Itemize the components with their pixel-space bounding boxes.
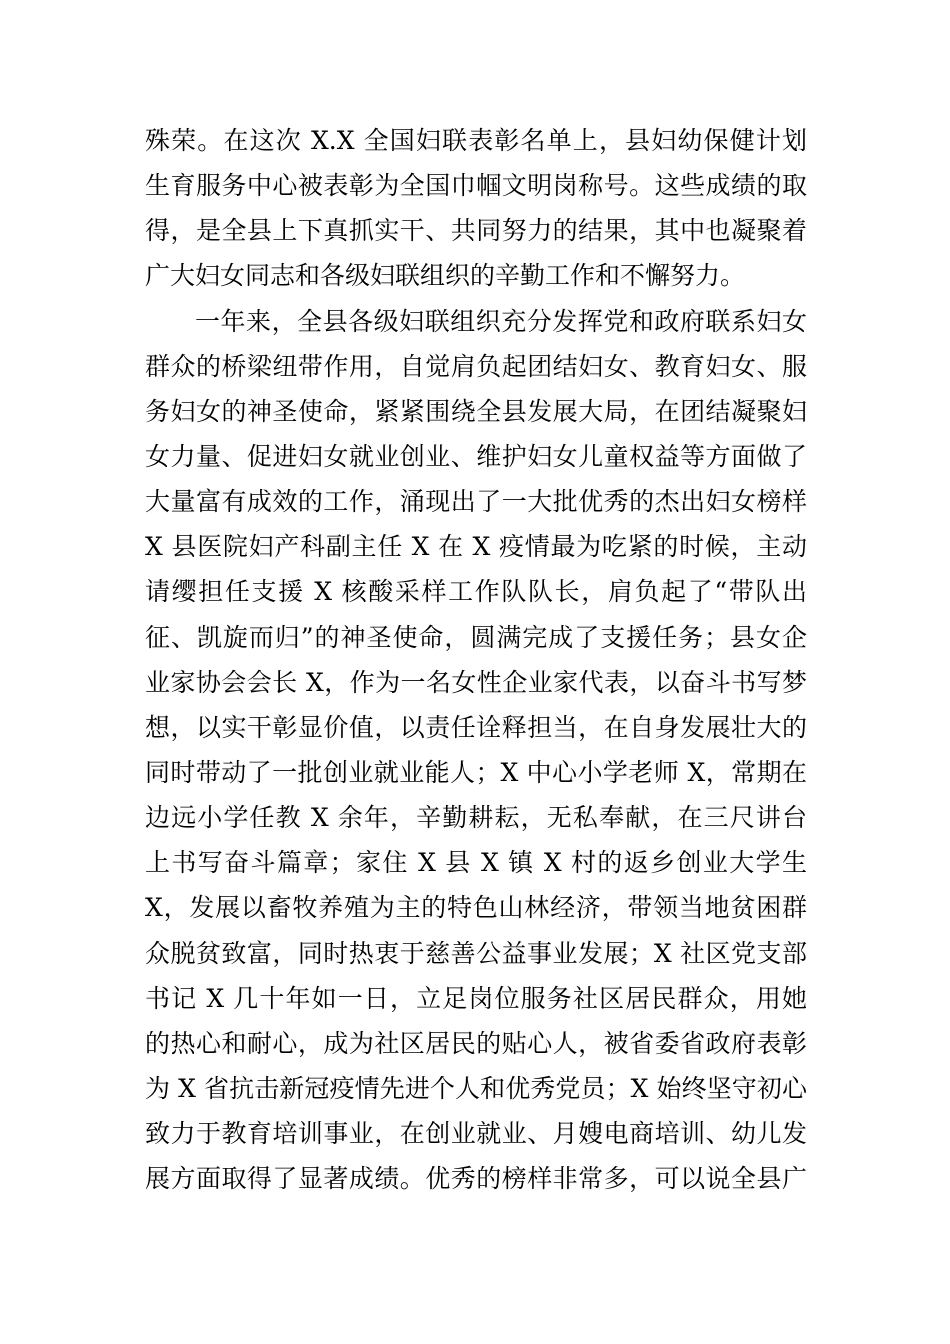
text-line: 同时带动了一批创业就业能人；X 中心小学老师 X，常期在 <box>145 757 807 787</box>
text-line: 边远小学任教 X 余年，辛勤耕耘，无私奉献，在三尺讲台 <box>145 803 807 833</box>
paragraph-2 <box>145 299 807 1202</box>
text-line: 务妇女的神圣使命，紧紧围绕全县发展大局，在团结凝聚妇 <box>145 396 807 426</box>
text-line: 展方面取得了显著成绩。优秀的榜样非常多，可以说全县广 <box>145 1164 807 1194</box>
text-line: X 县医院妇产科副主任 X 在 X 疫情最为吃紧的时候，主动 <box>145 532 807 562</box>
text-line: 征、凯旋而归”的神圣使命，圆满完成了支援任务；县女企 <box>145 622 807 652</box>
text-line: 大量富有成效的工作，涌现出了一大批优秀的杰出妇女榜样 <box>145 487 807 517</box>
text-line: 一年来，全县各级妇联组织充分发挥党和政府联系妇女 <box>195 306 807 336</box>
text-line: 想，以实干彰显价值，以责任诠释担当，在自身发展壮大的 <box>145 712 807 742</box>
text-line: 致力于教育培训事业，在创业就业、月嫂电商培训、幼儿发 <box>145 1119 807 1149</box>
text-line: 女力量、促进妇女就业创业、维护妇女儿童权益等方面做了 <box>145 441 807 471</box>
text-line: 群众的桥梁纽带作用，自觉肩负起团结妇女、教育妇女、服 <box>145 351 807 381</box>
body-text <box>145 118 807 1201</box>
text-line: 广大妇女同志和各级妇联组织的辛勤工作和不懈努力。 <box>145 261 746 291</box>
text-line: 业家协会会长 X，作为一名女性企业家代表，以奋斗书写梦 <box>145 667 807 697</box>
text-line: 上书写奋斗篇章；家住 X 县 X 镇 X 村的返乡创业大学生 <box>145 848 807 878</box>
text-line: 的热心和耐心，成为社区居民的贴心人，被省委省政府表彰 <box>145 1028 807 1058</box>
text-line: 得，是全县上下真抓实干、共同努力的结果，其中也凝聚着 <box>145 216 807 246</box>
paragraph-1 <box>145 118 807 299</box>
text-line: X，发展以畜牧养殖为主的特色山林经济，带领当地贫困群 <box>145 893 807 923</box>
text-line: 书记 X 几十年如一日，立足岗位服务社区居民群众，用她 <box>145 983 807 1013</box>
text-line: 为 X 省抗击新冠疫情先进个人和优秀党员；X 始终坚守初心 <box>145 1073 807 1103</box>
text-line: 请缨担任支援 X 核酸采样工作队队长，肩负起了“带队出 <box>145 577 807 607</box>
text-line: 生育服务中心被表彰为全国巾帼文明岗称号。这些成绩的取 <box>145 171 807 201</box>
text-line: 殊荣。在这次 X.X 全国妇联表彰名单上，县妇幼保健计划 <box>145 126 807 155</box>
text-line: 众脱贫致富，同时热衷于慈善公益事业发展；X 社区党支部 <box>145 938 807 968</box>
